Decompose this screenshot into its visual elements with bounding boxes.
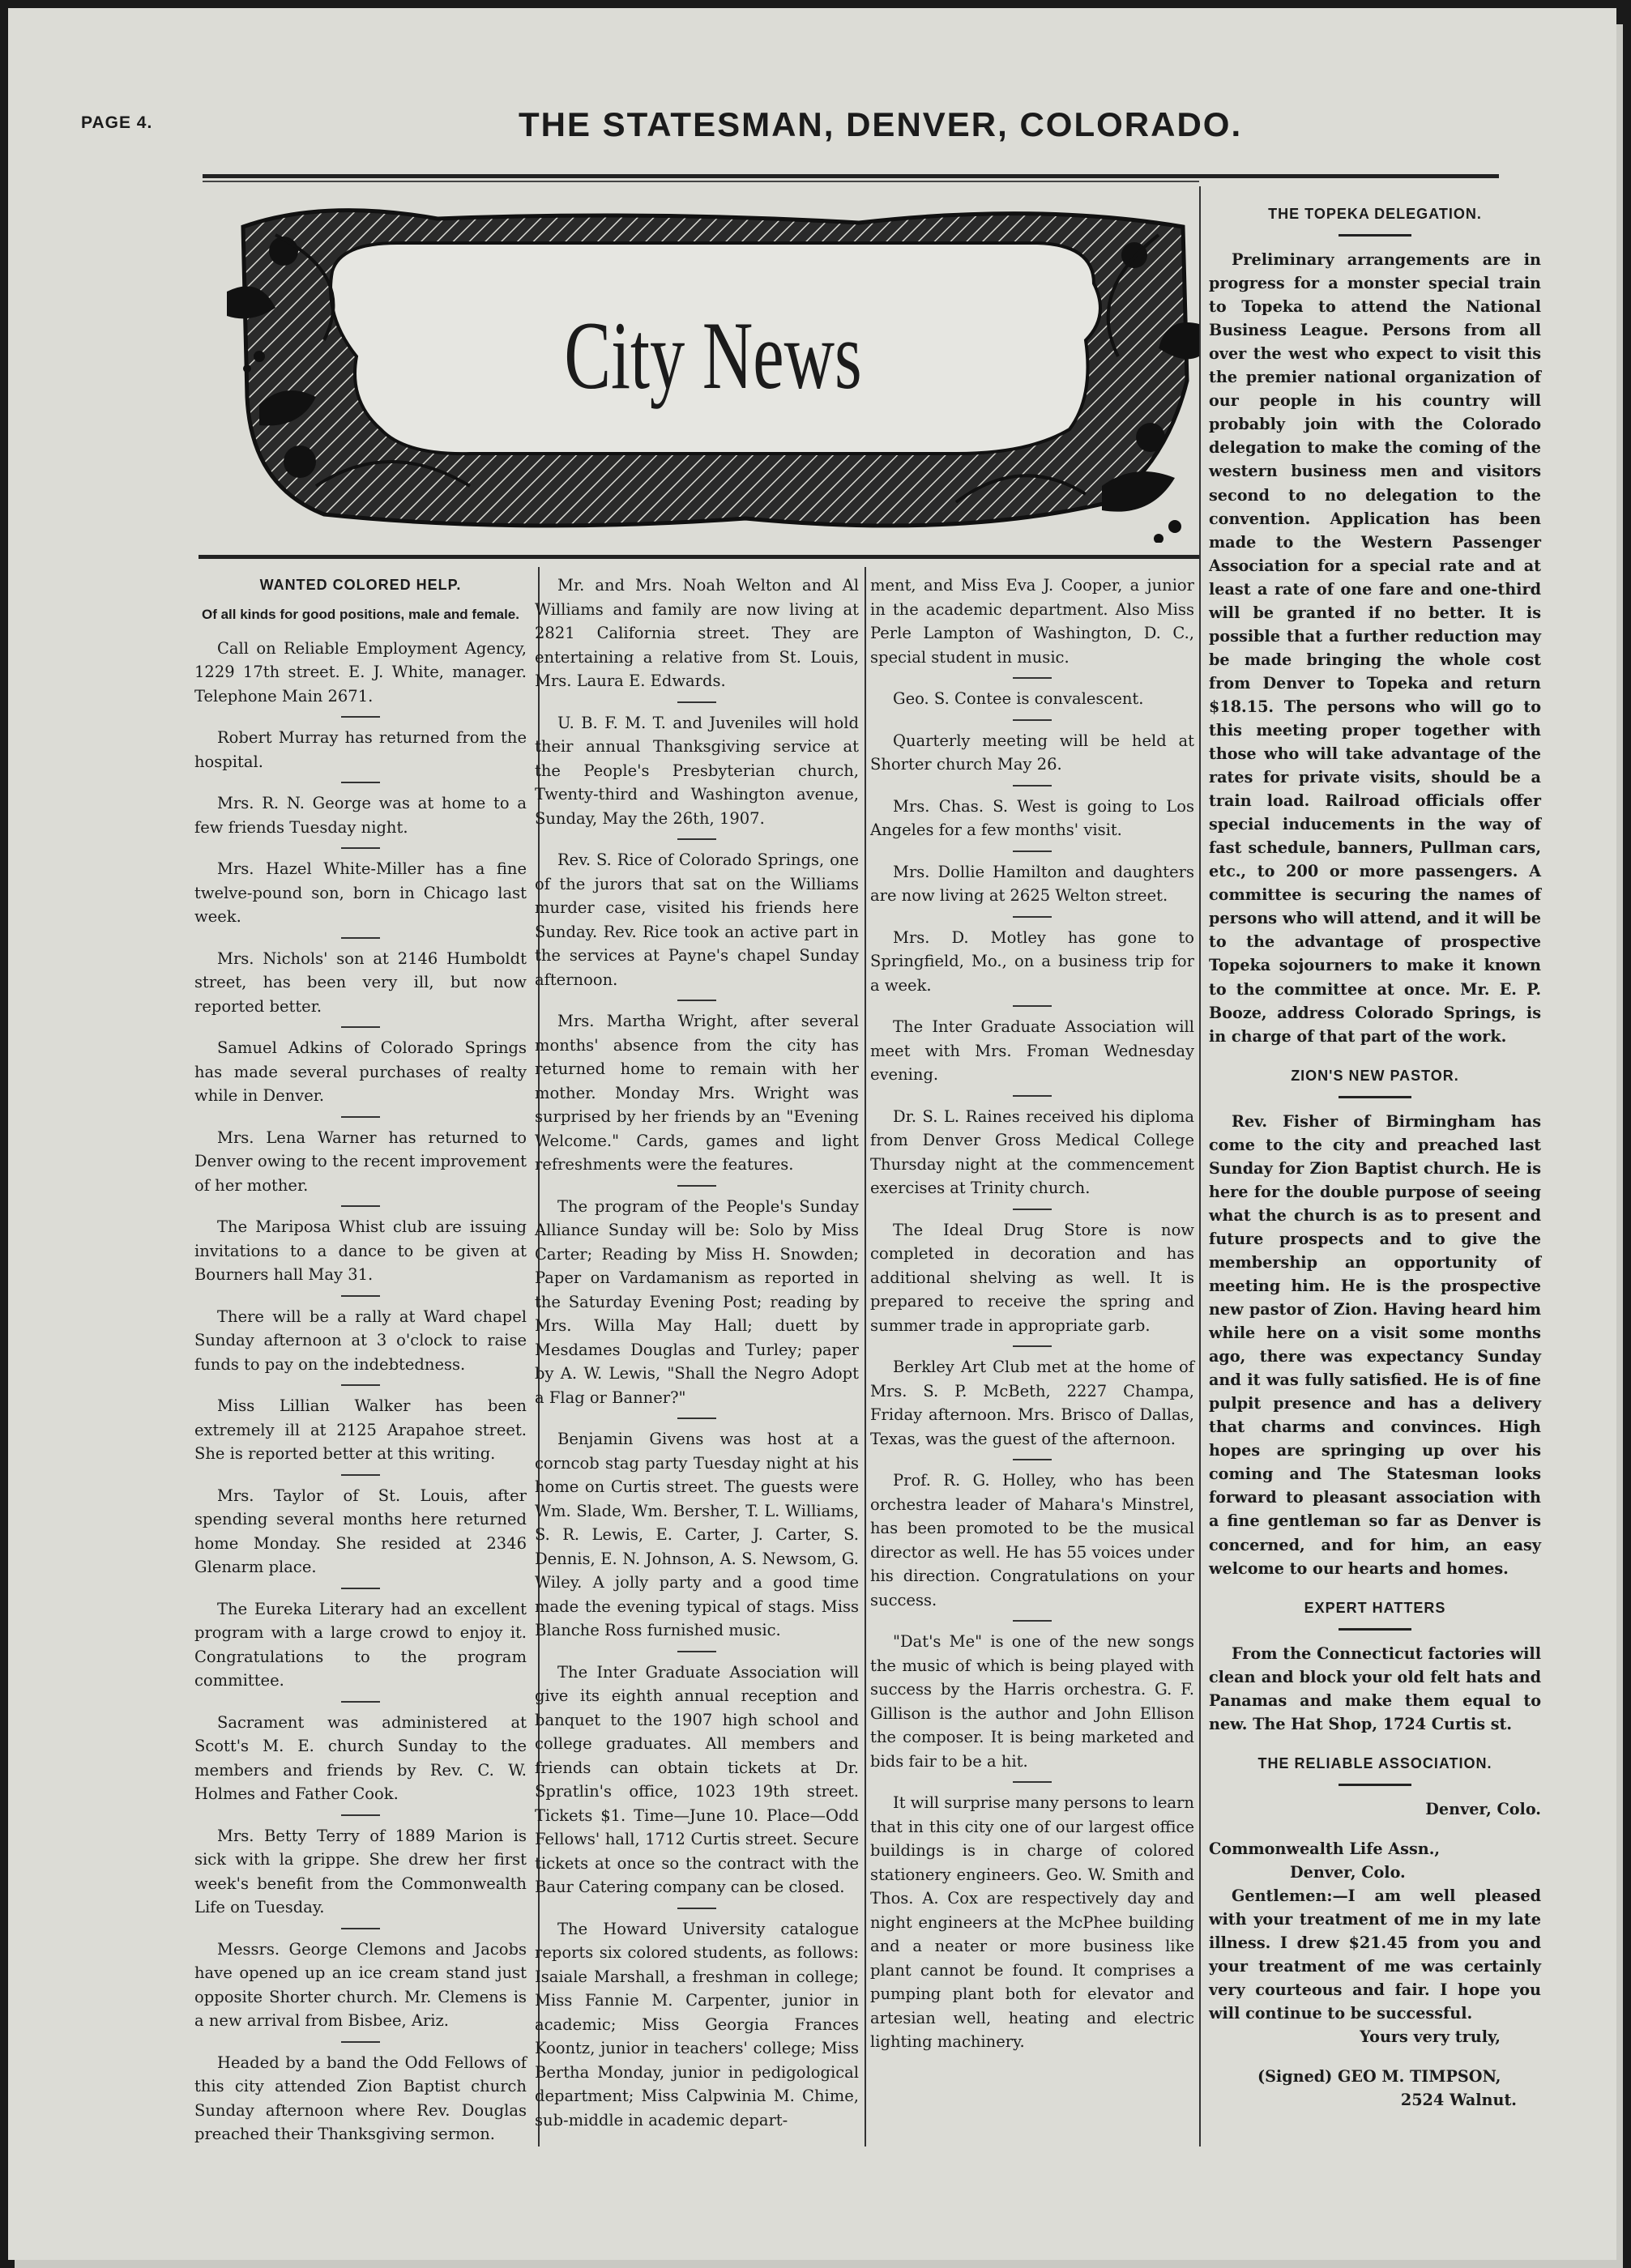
wanted-help-subheading: Of all kinds for good positions, male and female. [201,606,519,622]
section-rule [199,555,1199,559]
zion-article: Rev. Fisher of Birmingham has come to the city and preached last Sunday for Zion Baptist church. He is here for the double purpose of seeing what the church is as to present and future prospects and to give the membership an opportunity of meeting him. He is the prospective new pastor of Zion. Having heard him while here on a visit some months ago, there was expectancy Sunday and it was fully satisfied. He is of fine pulpit presence and has a delivery that charms and convinces. High hopes are springing up over his coming and The Statesman looks forward to pleasant association with a fine gentleman so far as Denver is concerned, and for him, an easy welcome to our hearts and homes. [1209,1111,1541,1578]
item-separator [677,1000,716,1001]
letter-addressee-city: Denver, Colo. [1290,1863,1406,1882]
item-separator [677,1418,716,1419]
news-item: The Eureka Literary had an excellent program with a large crowd to enjoy it. Congratulations to the program committee. [194,1599,527,1690]
item-separator [341,1701,380,1703]
news-item: Mr. and Mrs. Noah Welton and Al Williams and family are now living at 2821 California street. They are entertaining a relative from St. Louis, Mrs. Laura E. Edwards. [535,576,859,690]
news-item: There will be a rally at Ward chapel Sunday afternoon at 3 o'clock to raise funds to pay on the indebtedness. [194,1307,527,1374]
letter-place: Denver, Colo. [1425,1799,1541,1818]
news-item: Mrs. Hazel White-Miller has a fine twelve-pound son, born in Chicago last week. [194,859,527,926]
news-item: Dr. S. L. Raines received his diploma from Denver Gross Medical College Thursday night at the commencement exercises at Trinity church. [870,1106,1194,1197]
item-separator [677,838,716,840]
item-separator [341,937,380,939]
banner-title: City News [564,301,862,409]
news-item: The Inter Graduate Association will give its eighth annual reception and banquet to the 1907 high school and college graduates. All members and friends can obtain tickets at Dr. Spratlin's office, 1023 19th street. Tickets $1. Time—June 10. Place—Odd Fellows' hall, 1712 Curtis street. Secure tickets at once so the contract with the Baur Catering company can be closed. [535,1662,859,1896]
item-separator [1013,1345,1052,1347]
item-separator [1013,850,1052,852]
news-item: Call on Reliable Employment Agency, 1229 17th street. E. J. White, manager. Telephone Main 2671. [194,638,527,706]
column-1 [194,573,527,2163]
news-item: The Ideal Drug Store is now completed in decoration and has additional shelving as well. It is prepared to receive the spring and summer trade in appropriate garb. [870,1220,1194,1335]
news-item: Mrs. Nichols' son at 2146 Humboldt street, has been very ill, but now reported better. [194,949,527,1016]
news-item: Sacrament was administered at Scott's M. E. church Sunday to the members and friends by Rev. C. W. Holmes and Father Cook. [194,1712,527,1803]
item-separator [1013,1095,1052,1097]
news-item: Mrs. Dollie Hamilton and daughters are now living at 2625 Welton street. [870,862,1194,905]
item-separator [1013,719,1052,721]
wanted-help-heading: WANTED COLORED HELP. [259,577,462,593]
item-separator [1013,1459,1052,1460]
item-separator [341,1384,380,1386]
hatters-ad: From the Connecticut factories will clean and block your old felt hats and Panamas and make them equal to new. The Hat Shop, 1724 Curtis st. [1209,1643,1541,1733]
news-item: Benjamin Givens was host at a corncob stag party Tuesday night at his home on Curtis street. The guests were Wm. Slade, Wm. Bersher, T. L. Williams, S. R. Lewis, E. Carter, J. Carter, S. Dennis, E. N. Johnson, A. S. Newsom, G. Wiley. A jolly party and a good time made the evening typical of stags. Miss Blanche Ross furnished music. [535,1430,859,1639]
news-item: Mrs. Lena Warner has returned to Denver owing to the recent improvement of her mother. [194,1128,527,1195]
news-item: Quarterly meeting will be held at Shorter church May 26. [870,731,1194,774]
item-separator [1013,1005,1052,1007]
column-divider [1199,186,1201,2146]
item-separator [1013,785,1052,787]
item-separator [341,2041,380,2043]
news-item: Geo. S. Contee is convalescent. [893,689,1144,708]
page-number: PAGE 4. [81,113,153,132]
topeka-heading: THE TOPEKA DELEGATION. [1268,206,1482,222]
news-item: Mrs. R. N. George was at home to a few friends Tuesday night. [194,794,527,837]
letter-signature: (Signed) GEO M. TIMPSON, [1257,2067,1501,2087]
news-item: Miss Lillian Walker has been extremely ill at 2125 Arapahoe street. She is reported better at this writing. [194,1396,527,1463]
news-item: The Howard University catalogue reports six colored students, as follows: Isaiale Marshall, a freshman in college; Miss Fannie M. Carpenter, junior in academic; Miss Georgia Frances Koontz, junior in teachers' college; Miss Bertha Monday, junior in pedigological department; Miss Calpwinia M. Chime, sub-middle in academic depart- [535,1919,859,2129]
news-item: Prof. R. G. Holley, who has been orchestra leader of Mahara's Minstrel, has been promoted to be the musical director as well. He has 55 voices under his direction. Congratulations on your success. [870,1471,1194,1609]
news-item: Mrs. Taylor of St. Louis, after spending several months here returned home Monday. She resided at 2346 Glenarm place. [194,1486,527,1576]
news-item: Rev. S. Rice of Colorado Springs, one of the jurors that sat on the Williams murder case, visited his friends here Sunday. Rev. Rice took an active part in the services at Payne's chapel Sunday afternoon. [535,850,859,989]
topeka-article: Preliminary arrangements are in progress for a monster special train to Topeka to attend the National Business League. Persons from all over the west who expect to visit this the premier national organization of our people in his country will probably join with the Colorado delegation to make the coming of the western business men and visitors second to no delegation to the convention. Application has been made to the Western Passenger Association for a special rate and at least a rate of one fare and one-third will be granted if no better. It is possible that a further reduction may be made bringing the whole cost from Denver to Topeka and return $18.15. The persons who will go to this meeting proper together with those who will take advantage of the rates for private visits, should be a train load. Railroad officials offer special inducements in the way of fast schedule, banners, Pullman cars, etc., to 200 or more passengers. A committee is securing the names of persons who will attend, and it will be to the advantage of prospective Topeka sojourners to make it known to the committee at once. Mr. E. P. Booze, address Colorado Springs, is in charge of that part of the work. [1209,250,1541,1046]
item-separator [341,782,380,783]
news-item: Robert Murray has returned from the hospital. [194,728,527,771]
letter-addressee: Commonwealth Life Assn., [1209,1839,1441,1858]
news-item-continued: ment, and Miss Eva J. Cooper, a junior in the academic department. Also Miss Perle Lampton of Washington, D. C., special student in music. [870,576,1194,667]
paper-title: THE STATESMAN, DENVER, COLORADO. [519,105,1243,143]
hatters-heading: EXPERT HATTERS [1304,1599,1446,1616]
news-item: Berkley Art Club met at the home of Mrs. S. P. McBeth, 2227 Champa, Friday afternoon. Mrs. Brisco of Dallas, Texas, was the guest of the afternoon. [870,1358,1194,1448]
news-item: Mrs. Betty Terry of 1889 Marion is sick with la grippe. She drew her first week's benefit from the Commonwealth Life on Tuesday. [194,1826,527,1916]
zion-heading: ZION'S NEW PASTOR. [1291,1067,1459,1084]
city-news-banner [227,194,1199,543]
letter-closing: Yours very truly, [1360,2027,1501,2047]
news-item: The Mariposa Whist club are issuing invitations to a dance to be given at Bourners hall May 31. [194,1217,527,1284]
column-divider [865,567,866,2146]
item-separator [341,1205,380,1207]
item-separator [341,1814,380,1816]
letter-address: 2524 Walnut. [1400,2091,1517,2110]
news-item: "Dat's Me" is one of the new songs the music of which is being played with success by the Harris orchestra. G. F. Gillison is the author and John Ellison the composer. It is being marketed and bids fair to be a hit. [870,1632,1194,1771]
masthead-rule-thin [203,181,1199,182]
item-separator [341,1474,380,1476]
masthead-rule [203,174,1499,178]
column-2 [535,573,859,2148]
item-separator [341,1295,380,1297]
column-3 [870,573,1194,2070]
news-item: Samuel Adkins of Colorado Springs has made several purchases of realty while in Denver. [194,1038,527,1105]
item-separator [677,1185,716,1187]
item-separator [1013,1209,1052,1210]
column-4 [1209,202,1541,2128]
news-item: U. B. F. M. T. and Juveniles will hold their annual Thanksgiving service at the People's Presbyterian church, Twenty-third and Washington avenue, Sunday, May the 26th, 1907. [535,713,859,828]
item-separator [1013,1620,1052,1622]
news-item: The program of the People's Sunday Alliance Sunday will be: Solo by Miss Carter; Reading by Miss H. Snowden; Paper on Vardamanism as reported in the Saturday Evening Post; reading by Mrs. Willa May Hall; duett by Mesdames Douglas and Turley; paper by A. W. Lewis, "Shall the Negro Adopt a Flag or Banner?" [535,1196,859,1407]
news-item: Messrs. George Clemons and Jacobs have opened up an ice cream stand just opposite Shorter church. Mr. Clemens is a new arrival from Bisbee, Ariz. [194,1939,527,2030]
item-separator [341,1928,380,1929]
item-separator [1013,916,1052,918]
news-item: The Inter Graduate Association will meet with Mrs. Froman Wednesday evening. [870,1017,1194,1084]
item-separator [677,1908,716,1909]
item-separator [677,701,716,703]
news-item: Headed by a band the Odd Fellows of this city attended Zion Baptist church Sunday afternoon where Rev. Douglas preached their Thanksgiving sermon. [194,2053,527,2143]
item-separator [341,847,380,849]
item-separator [341,1026,380,1028]
news-item: Mrs. Martha Wright, after several months' absence from the city has returned home to remain with her mother. Monday Mrs. Wright was surprised by her friends by an "Evening Welcome." Cards, games and light refreshments were the features. [535,1012,859,1174]
item-separator [341,1588,380,1589]
item-separator [677,1651,716,1652]
item-separator [341,1116,380,1118]
letter-body: Gentlemen:—I am well pleased with your treatment of me in my late illness. I drew $21.45 from you and your treatment of me was certainly very courteous and fair. I hope you will continue to be successful. [1209,1886,1541,2023]
news-item: Mrs. Chas. S. West is going to Los Angeles for a few months' visit. [870,796,1194,839]
item-separator [341,716,380,718]
reliable-heading: THE RELIABLE ASSOCIATION. [1257,1754,1492,1771]
item-separator [1013,1781,1052,1783]
news-item: Mrs. D. Motley has gone to Springfield, Mo., on a business trip for a week. [870,927,1194,995]
news-item: It will surprise many persons to learn that in this city one of our largest office buildings is in charge of colored stationery engineers. Geo. W. Smith and Thos. A. Cox are respectively day and night engineers at the McPhee building and a neater or more business like plant cannot be found. It comprises a pumping plant both for elevator and artesian well, heating and electric lighting machinery. [870,1793,1194,2051]
